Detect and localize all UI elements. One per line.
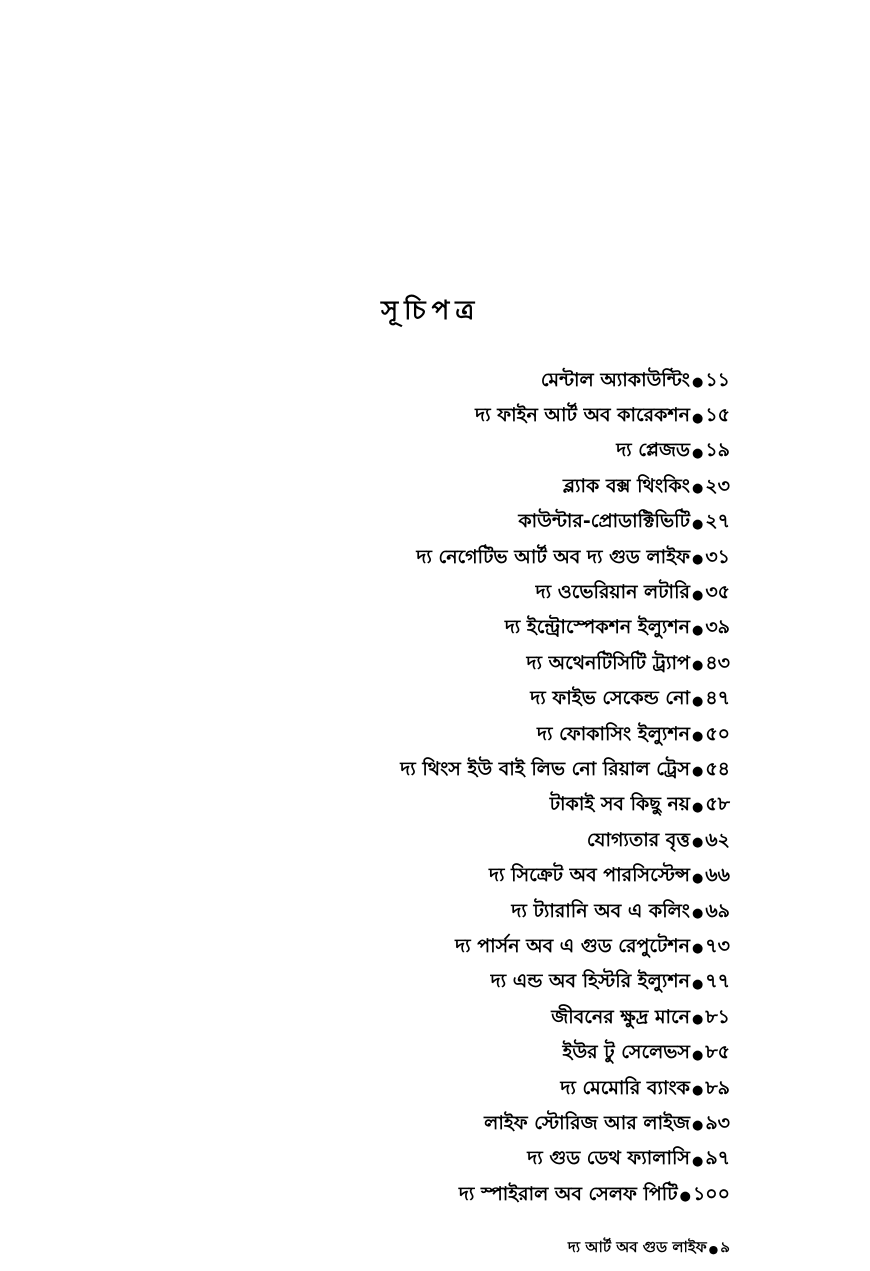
page-footer bbox=[568, 1236, 730, 1261]
toc-entry bbox=[230, 753, 730, 788]
entry-title: দ্য ফাইভ সেকেন্ড নো bbox=[530, 687, 690, 710]
bullet-separator: ● bbox=[691, 906, 704, 922]
page-number: ৯ bbox=[720, 1238, 730, 1256]
entry-page-number: ৮৯ bbox=[705, 1076, 730, 1099]
bullet-separator: ● bbox=[691, 870, 704, 886]
entry-title: দ্য ফোকাসিং ইল্যুশন bbox=[537, 722, 690, 745]
entry-title: দ্য ওভেরিয়ান লটারি bbox=[535, 581, 690, 604]
entry-title: কাউন্টার-প্রোডাক্টিভিটি bbox=[518, 510, 690, 533]
entry-page-number: ৮১ bbox=[705, 1005, 730, 1028]
entry-page-number: ৩৯ bbox=[705, 616, 730, 639]
toc-entry bbox=[230, 1072, 730, 1107]
entry-page-number: ৯৩ bbox=[705, 1111, 730, 1134]
bullet-separator: ● bbox=[708, 1243, 719, 1256]
toc-entry bbox=[230, 435, 730, 470]
entry-page-number: ১৯ bbox=[705, 439, 730, 462]
toc-entry bbox=[230, 789, 730, 824]
entry-page-number: ২৩ bbox=[705, 474, 730, 497]
toc-entry bbox=[230, 506, 730, 541]
bullet-separator: ● bbox=[691, 729, 704, 745]
entry-title: ব্ল্যাক বক্স থিংকিং bbox=[562, 474, 690, 497]
toc-entry bbox=[230, 718, 730, 753]
entry-title: দ্য ট্যারানি অব এ কলিং bbox=[511, 899, 690, 922]
entry-page-number: ৬২ bbox=[705, 828, 730, 851]
bullet-separator: ● bbox=[691, 1083, 704, 1098]
bullet-separator: ● bbox=[691, 587, 704, 603]
toc-entry bbox=[230, 364, 730, 399]
entry-page-number: ৪৭ bbox=[705, 687, 730, 710]
bullet-separator: ● bbox=[691, 1153, 704, 1169]
entry-page-number: ৭৭ bbox=[705, 970, 730, 993]
entry-title: দ্য সিক্রেট অব পারসিস্টেন্স bbox=[489, 864, 690, 887]
bullet-separator: ● bbox=[691, 516, 704, 532]
toc-entry bbox=[230, 824, 730, 859]
bullet-separator: ● bbox=[691, 976, 704, 992]
entry-title: মেন্টাল অ্যাকাউন্টিং bbox=[540, 368, 690, 391]
toc-entry bbox=[230, 895, 730, 930]
entry-title: দ্য মেমোরি ব্যাংক bbox=[560, 1076, 690, 1099]
toc-entry bbox=[230, 576, 730, 611]
toc-entry bbox=[230, 859, 730, 894]
contents-heading: সূচিপত্র bbox=[381, 296, 481, 326]
toc-entry bbox=[230, 399, 730, 434]
entry-page-number: ৩৫ bbox=[705, 581, 730, 604]
toc-entry bbox=[230, 1143, 730, 1178]
entry-page-number: ১৫ bbox=[705, 404, 730, 427]
entry-page-number: ৪৩ bbox=[705, 651, 730, 674]
entry-title: ইউর টু সেলেভস bbox=[562, 1041, 690, 1064]
entry-title: দ্য ফাইন আর্ট অব কারেকশন bbox=[475, 404, 690, 427]
entry-title: দ্য স্পাইরাল অব সেলফ পিটি bbox=[458, 1182, 678, 1205]
entry-title: দ্য প্লেজড bbox=[616, 439, 690, 462]
bullet-separator: ● bbox=[691, 658, 704, 674]
entry-title: দ্য পার্সন অব এ গুড রেপুটেশন bbox=[455, 934, 690, 957]
bullet-separator: ● bbox=[691, 410, 704, 426]
entry-title: জীবনের ক্ষুদ্র মানে bbox=[551, 1005, 690, 1028]
bullet-separator: ● bbox=[691, 941, 704, 957]
entry-title: যোগ্যতার বৃত্ত bbox=[586, 828, 690, 851]
bullet-separator: ● bbox=[691, 693, 704, 709]
entry-title: টাকাই সব কিছু নয় bbox=[549, 793, 690, 816]
bullet-separator: ● bbox=[691, 622, 704, 638]
toc-entry bbox=[230, 470, 730, 505]
entry-title: দ্য এন্ড অব হিস্টরি ইল্যুশন bbox=[490, 970, 690, 993]
entry-title: দ্য থিংস ইউ বাই লিভ নো রিয়াল ট্রেস bbox=[400, 757, 690, 780]
bullet-separator: ● bbox=[691, 445, 704, 461]
toc-entry bbox=[230, 647, 730, 682]
entry-page-number: ২৭ bbox=[705, 510, 730, 533]
bullet-separator: ● bbox=[691, 799, 704, 815]
table-of-contents bbox=[230, 364, 730, 1213]
toc-entry bbox=[230, 966, 730, 1001]
bullet-separator: ● bbox=[691, 1118, 704, 1134]
bullet-separator: ● bbox=[691, 552, 704, 568]
entry-page-number: ৫৪ bbox=[705, 757, 730, 780]
bullet-separator: ● bbox=[691, 1047, 704, 1063]
entry-title: লাইফ স্টোরিজ আর লাইজ bbox=[484, 1111, 690, 1134]
running-title: দ্য আর্ট অব গুড লাইফ bbox=[567, 1238, 707, 1256]
entry-page-number: ৩১ bbox=[705, 545, 730, 568]
entry-page-number: ৮৫ bbox=[705, 1041, 730, 1064]
toc-entry bbox=[230, 612, 730, 647]
entry-title: দ্য গুড ডেথ ফ্যালাসি bbox=[527, 1147, 690, 1170]
toc-entry bbox=[230, 1107, 730, 1142]
entry-page-number: ৫০ bbox=[705, 722, 730, 745]
entry-page-number: ১০০ bbox=[692, 1182, 730, 1205]
entry-page-number: ৬৬ bbox=[705, 864, 730, 887]
toc-entry bbox=[230, 930, 730, 965]
entry-page-number: ৯৭ bbox=[705, 1147, 730, 1170]
toc-entry bbox=[230, 1001, 730, 1036]
entry-title: দ্য ইন্ট্রোস্পেকশন ইল্যুশন bbox=[504, 616, 690, 639]
toc-entry bbox=[230, 541, 730, 576]
entry-title: দ্য অথেনটিসিটি ট্র্যাপ bbox=[526, 651, 690, 674]
bullet-separator: ● bbox=[691, 1012, 704, 1028]
toc-entry bbox=[230, 1036, 730, 1071]
bullet-separator: ● bbox=[691, 764, 704, 780]
bullet-separator: ● bbox=[691, 375, 704, 391]
entry-page-number: ৬৯ bbox=[705, 899, 730, 922]
bullet-separator: ● bbox=[691, 835, 704, 851]
toc-entry bbox=[230, 1178, 730, 1213]
entry-page-number: ৫৮ bbox=[705, 793, 730, 816]
entry-page-number: ১১ bbox=[705, 368, 730, 391]
toc-entry bbox=[230, 683, 730, 718]
entry-page-number: ৭৩ bbox=[705, 934, 730, 957]
bullet-separator: ● bbox=[679, 1189, 691, 1205]
entry-title: দ্য নেগেটিভ আর্ট অব দ্য গুড লাইফ bbox=[416, 545, 690, 568]
bullet-separator: ● bbox=[691, 481, 704, 497]
